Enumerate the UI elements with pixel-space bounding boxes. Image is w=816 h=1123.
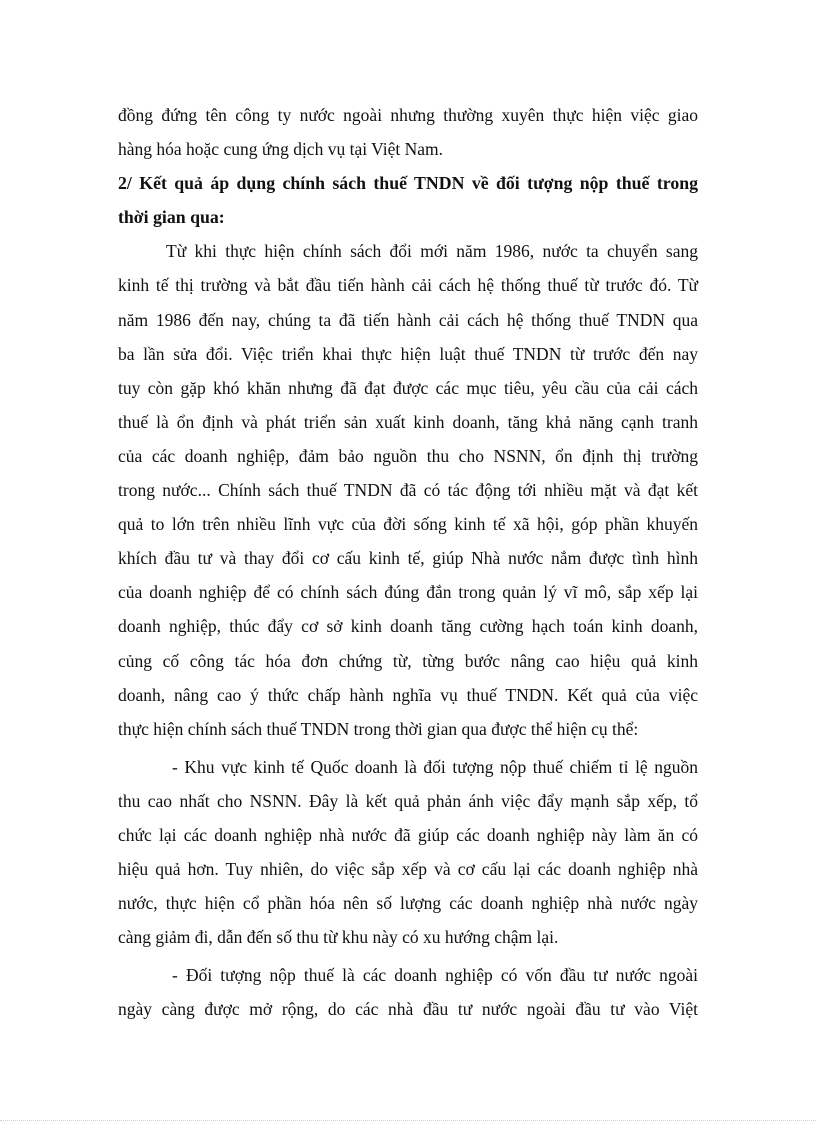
text-line: tuy còn gặp khó khăn nhưng đã đạt được các mục tiêu, yêu cầu của cải cách bbox=[118, 377, 698, 398]
text-line: nước, thực hiện cổ phần hóa nên số lượng các doanh nghiệp nhà nước ngày bbox=[118, 893, 698, 914]
text-line: doanh, nâng cao ý thức chấp hành nghĩa vụ thuế TNDN. Kết quả của việc bbox=[118, 684, 698, 705]
section-heading bbox=[118, 166, 698, 234]
text-line: củng cố công tác hóa đơn chứng từ, từng bước nâng cao hiệu quả kinh bbox=[118, 650, 698, 671]
text-line: Từ khi thực hiện chính sách đổi mới năm 1986, nước ta chuyển sang bbox=[166, 241, 698, 262]
text-line: càng giảm đi, dẫn đến số thu từ khu này có xu hướng chậm lại. bbox=[118, 927, 559, 948]
page-bottom-divider bbox=[0, 1120, 816, 1121]
document-body bbox=[118, 98, 698, 1027]
heading-line: 2/ Kết quả áp dụng chính sách thuế TNDN về đối tượng nộp thuế trong bbox=[118, 173, 698, 194]
text-line: hiệu quả hơn. Tuy nhiên, do việc sắp xếp và cơ cấu lại các doanh nghiệp nhà bbox=[118, 859, 698, 880]
intro-paragraph bbox=[118, 98, 698, 166]
text-line: thu cao nhất cho NSNN. Đây là kết quả phản ánh việc đẩy mạnh sắp xếp, tổ bbox=[118, 790, 698, 811]
text-line: năm 1986 đến nay, chúng ta đã tiến hành cải cách hệ thống thuế TNDN qua bbox=[118, 309, 698, 330]
paragraph-overview bbox=[118, 234, 698, 745]
text-line: của doanh nghiệp để có chính sách đúng đắn trong quản lý vĩ mô, sắp xếp lại bbox=[118, 582, 698, 603]
text-line: ngày càng được mở rộng, do các nhà đầu tư nước ngoài đầu tư vào Việt bbox=[118, 999, 698, 1020]
text-line: ba lần sửa đổi. Việc triển khai thực hiện luật thuế TNDN từ trước đến nay bbox=[118, 343, 698, 364]
text-line: đồng đứng tên công ty nước ngoài nhưng thường xuyên thực hiện việc giao bbox=[118, 105, 698, 125]
text-line: - Khu vực kinh tế Quốc doanh là đối tượng nộp thuế chiếm tỉ lệ nguồn bbox=[172, 756, 698, 777]
text-line: chức lại các doanh nghiệp nhà nước đã giúp các doanh nghiệp này làm ăn có bbox=[118, 824, 698, 845]
text-line: doanh nghiệp, thúc đẩy cơ sở kinh doanh tăng cường hạch toán kinh doanh, bbox=[118, 616, 698, 637]
text-line: khích đầu tư và thay đổi cơ cấu kinh tế, giúp Nhà nước nắm được tình hình bbox=[118, 548, 698, 569]
text-line: thuế là ổn định và phát triển sản xuất kinh doanh, tăng khả năng cạnh tranh bbox=[118, 411, 698, 432]
text-line: trong nước... Chính sách thuế TNDN đã có tác động tới nhiều mặt và đạt kết bbox=[118, 480, 698, 501]
heading-line: thời gian qua: bbox=[118, 207, 225, 228]
text-line: thực hiện chính sách thuế TNDN trong thời gian qua được thể hiện cụ thể: bbox=[118, 718, 639, 739]
text-line: của các doanh nghiệp, đảm bảo nguồn thu cho NSNN, ổn định thị trường bbox=[118, 445, 698, 466]
text-line: quả to lớn trên nhiều lĩnh vực của đời sống kinh tế xã hội, góp phần khuyến bbox=[118, 514, 698, 535]
text-line: - Đối tượng nộp thuế là các doanh nghiệp có vốn đầu tư nước ngoài bbox=[172, 965, 698, 986]
paragraph-state-sector bbox=[118, 750, 698, 955]
text-line: hàng hóa hoặc cung ứng dịch vụ tại Việt Nam. bbox=[118, 139, 443, 160]
paragraph-foreign-investment bbox=[118, 958, 698, 1026]
text-line: kinh tế thị trường và bắt đầu tiến hành cải cách hệ thống thuế từ trước đó. Từ bbox=[118, 275, 698, 296]
